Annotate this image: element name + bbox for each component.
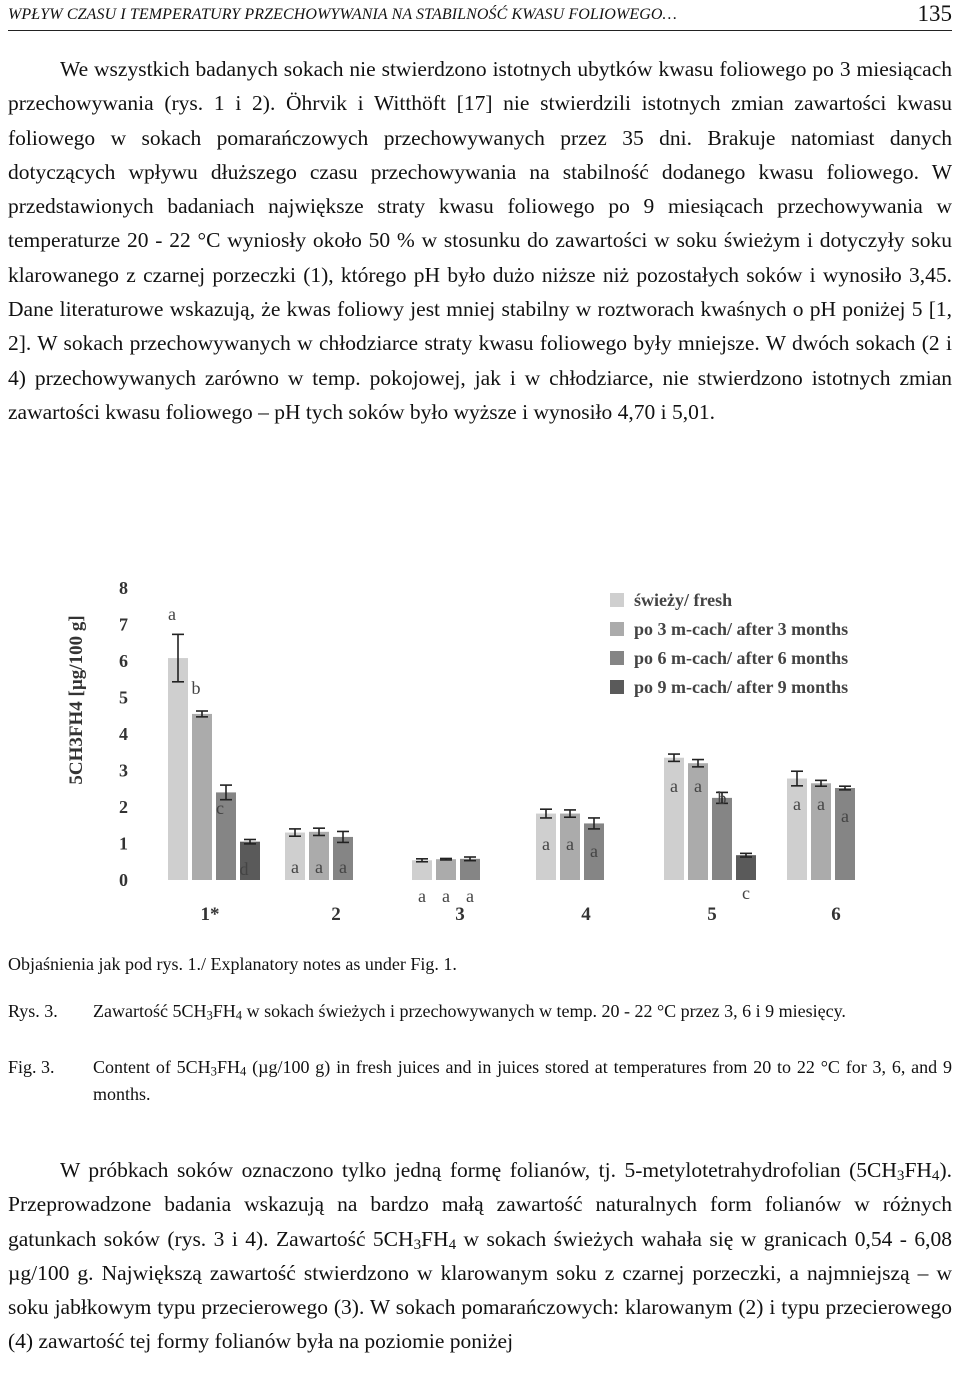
paragraph-2-text: W próbkach soków oznaczono tylko jedną formę folianów, tj. 5-metylotetrahydrofolian $(5CH_3FH_4)$. Przeprowadzone badania wskazują na bardzo małą zawartość naturalnych form folianów w różnych gatunkach soków (rys. 3 i 4). Zawartość $5CH_3FH_4$ w sokach świeżych wahała się w granicach 0,54 - 6,08 µg/100 g. Największą zawartość stwierdzono w klarowanym soku z czarnej porzeczki, a najmniejszą – w soku jabłkowym typu przecierowego (3). W sokach pomarańczowych: klarowanym (2) i typu przecierowego (4) zawartość tej formy folianów była na poziomie poniżej — [8, 1158, 952, 1354]
category-label: 4 — [581, 904, 591, 925]
bar — [436, 859, 456, 880]
bar — [168, 658, 188, 880]
y-axis-label: 5CH3FH4 [µg/100 g] — [66, 615, 87, 785]
caption-pl-text: Zawartość $5CH_3FH_4$ w sokach świeżych i przechowywanych w temp. 20 - 22 °C przez 3, 6 i 9 miesięcy. — [93, 1001, 846, 1023]
legend-label: świeży/ fresh — [634, 590, 733, 610]
legend-swatch — [610, 680, 624, 694]
significance-letter: a — [339, 857, 347, 877]
significance-letter: a — [793, 794, 801, 814]
y-tick-label: 4 — [119, 724, 128, 744]
bar — [712, 798, 732, 880]
category-label: 3 — [455, 904, 465, 925]
figure-3 — [40, 570, 920, 950]
significance-letter: a — [291, 857, 299, 877]
bar — [736, 855, 756, 880]
paragraph-1 — [8, 52, 952, 429]
significance-letter: d — [239, 859, 249, 879]
caption-en — [8, 1054, 952, 1108]
legend-swatch — [610, 593, 624, 607]
category-label: 1* — [200, 904, 220, 925]
legend-swatch — [610, 651, 624, 665]
category-label: 2 — [331, 904, 341, 925]
y-tick-label: 7 — [119, 614, 128, 635]
y-tick-label: 1 — [119, 833, 128, 854]
paragraph-1-text: We wszystkich badanych sokach nie stwierdzono istotnych ubytków kwasu foliowego po 3 miesiącach przechowywania (rys. 1 i 2). Öhrvik i Witthöft [17] nie stwierdzili istotnych zmian zawartości kwasu foliowego w sokach pomarańczowych przechowywanych przez 35 dni. Brakuje natomiast danych dotyczących wpływu dłuższego czasu przechowywania na stabilność dodanego kwasu foliowego. W przedstawionych badaniach największe straty kwasu foliowego po 9 miesiącach przechowywania w temperaturze 20 - 22 °C wyniosły około 50 % w stosunku do zawartości w soku świeżym i dotyczyły soku klarowanego z czarnej porzeczki (1), którego pH było dużo niższe niż pozostałych soków i wynosiło 3,45. Dane literaturowe wskazują, że kwas foliowy jest mniej stabilny w roztworach kwaśnych o pH poniżej 5 [1, 2]. W sokach przechowywanych w chłodziarce straty kwasu foliowego były mniejsze. W dwóch sokach (2 i 4) przechowywanych zarówno w temp. pokojowej, jak i w chłodziarce, nie stwierdzono istotnych zmian zawartości kwasu foliowego – pH tych soków było wyższe i wynosiło 4,70 i 5,01. — [8, 57, 952, 424]
y-tick-label: 2 — [119, 797, 128, 817]
running-title: WPŁYW CZASU I TEMPERATURY PRZECHOWYWANIA NA STABILNOŚĆ KWASU FOLIOWEGO… — [8, 6, 677, 23]
significance-letter: a — [670, 776, 678, 796]
significance-letter: a — [442, 886, 450, 906]
y-tick-label: 6 — [119, 651, 128, 671]
bar-chart — [40, 570, 920, 950]
significance-letter: c — [216, 798, 224, 818]
bar — [412, 860, 432, 880]
significance-letter: a — [542, 834, 550, 854]
paragraph-2 — [8, 1153, 952, 1359]
caption-pl — [8, 998, 952, 1025]
significance-letter: a — [168, 604, 176, 624]
significance-letter: c — [742, 883, 750, 903]
y-tick-label: 0 — [119, 870, 128, 890]
legend-label: po 3 m-cach/ after 3 months — [634, 619, 849, 639]
significance-letter: a — [590, 841, 598, 861]
significance-letter: a — [694, 776, 702, 796]
significance-letter: a — [841, 806, 849, 826]
caption-pl-label: Rys. 3. — [8, 1001, 58, 1021]
y-tick-label: 8 — [119, 578, 128, 598]
significance-letter: b — [717, 788, 727, 808]
category-label: 6 — [831, 904, 841, 925]
bar — [192, 714, 212, 880]
legend-label: po 6 m-cach/ after 6 months — [634, 648, 849, 668]
y-tick-label: 5 — [119, 687, 128, 708]
figure-note: Objaśnienia jak pod rys. 1./ Explanatory notes as under Fig. 1. — [8, 954, 457, 974]
legend-label: po 9 m-cach/ after 9 months — [634, 677, 849, 697]
significance-letter: a — [418, 886, 426, 906]
y-tick-label: 3 — [119, 760, 128, 781]
significance-letter: a — [566, 834, 574, 854]
significance-letter: a — [817, 794, 825, 814]
page-number: 135 — [917, 1, 952, 26]
bar — [460, 859, 480, 880]
running-header — [8, 0, 952, 31]
legend-swatch — [610, 622, 624, 636]
bar — [835, 788, 855, 880]
significance-letter: a — [315, 857, 323, 877]
significance-letter: b — [191, 678, 201, 698]
category-label: 5 — [707, 904, 717, 925]
caption-en-label: Fig. 3. — [8, 1057, 55, 1077]
caption-en-text: Content of $5CH_3FH_4$ (µg/100 g) in fresh juices and in juices stored at temperatures from 20 to 22 °C for 3, 6, and 9 months. — [93, 1057, 952, 1104]
significance-letter: a — [466, 886, 474, 906]
